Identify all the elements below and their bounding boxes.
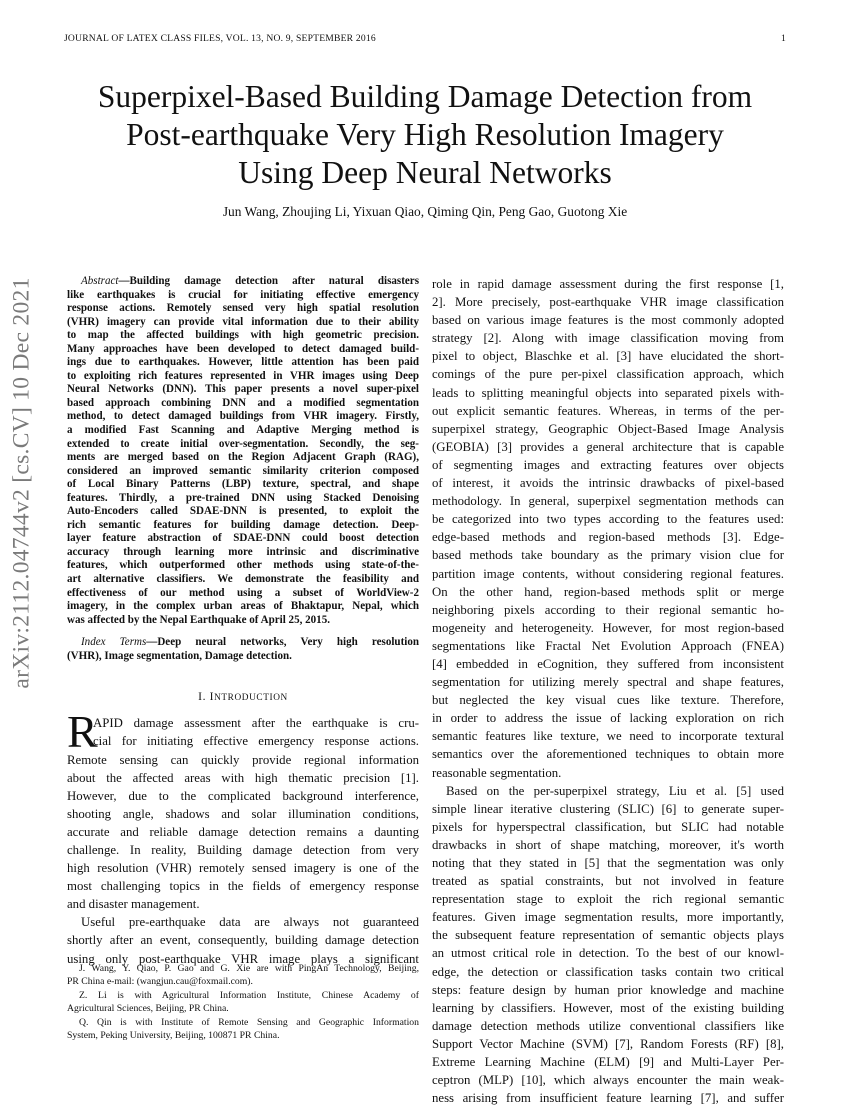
text-line: 2]. More precisely, post-earthquake VHR image classification	[432, 295, 784, 310]
index-terms-text: —Deep neural networks, Very high resolution	[146, 636, 419, 649]
text-line: considered an improved semantic similarity criterion composed	[67, 464, 419, 477]
text-line: in order to address the issue of lacking exploration on rich	[432, 711, 784, 726]
journal-name: JOURNAL OF LATEX CLASS FILES, VOL. 13, NO. 9, SEPTEMBER 2016	[64, 33, 376, 44]
text-line: extended to create initial over-segmentation. Secondly, the seg-	[67, 437, 419, 450]
paper-title	[50, 78, 800, 192]
text-line: superpixel strategy, Geographic Object-Based Image Analysis	[432, 421, 784, 436]
text-line: rich semantic features for building damage detection. Deep-	[67, 518, 419, 531]
text-line: On the other hand, region-based methods split or merge	[432, 584, 784, 599]
text-line: mogeneity and heterogeneity. However, for most region-based	[432, 620, 784, 635]
text-line: high resolution (VHR) remotely sensed imagery is one of the	[67, 861, 419, 876]
text-line: shortly after an event, consequently, building damage detection	[67, 933, 419, 948]
title-line: Superpixel-Based Building Damage Detection from	[97, 79, 753, 114]
intro-paragraph-2	[67, 913, 419, 967]
text-line: Useful pre-earthquake data are always not guaranteed	[81, 915, 419, 930]
text-line: partition image contents, without considering regional features.	[432, 566, 784, 581]
text-line: steps: feature design by human prior knowledge and machine	[432, 982, 784, 997]
text-line: an utmost critical role in detection. To the best of our knowl-	[432, 946, 784, 961]
section-heading-introduction	[67, 689, 419, 706]
text-line: most challenging topics in the fields of emergency response	[67, 879, 419, 894]
index-terms-label: Index Terms	[81, 636, 147, 649]
text-line: of Local Binary Patterns (LBP) texture, spectral, and shape	[67, 478, 419, 491]
text-line: Q. Qin is with Institute of Remote Sensing and Geographic Information	[79, 1017, 419, 1028]
text-line: ceptron (MLP) [10], which always encounter the main weak-	[432, 1073, 784, 1088]
text-line: APID damage assessment after the earthquake is cru-	[93, 716, 419, 731]
text-line: accuracy through learning more intrinsic and discriminative	[67, 545, 419, 558]
text-line: damage detection methods utilize conventional classifiers like	[432, 1018, 784, 1033]
arxiv-stamp	[2, 276, 42, 689]
text-line: Z. Li is with Agricultural Information Institute, Chinese Academy of	[79, 990, 419, 1001]
page-number: 1	[781, 33, 786, 44]
text-line: be categorized into two types according to the features used:	[432, 512, 784, 527]
text-line: challenge. In reality, Building damage detection from very	[67, 842, 419, 857]
intro-paragraph-1	[67, 706, 419, 913]
text-line: (VHR) imagery can provide vital information due to their ability	[67, 315, 419, 328]
text-line: semantic features like texture, we need to incorporate textural	[432, 729, 784, 744]
footnote	[67, 963, 419, 988]
text-line: learning by classifiers. However, most of the existing building	[432, 1000, 784, 1015]
text-line: edge, the detection or classification tasks contain two critical	[432, 964, 784, 979]
text-line: role in rapid damage assessment during the first response [1,	[432, 277, 784, 291]
text-line: about the affected areas with high thematic precision [1].	[67, 770, 419, 785]
running-header	[64, 33, 786, 49]
text-line: but neglected the key visual cues like texture. Therefore,	[432, 693, 784, 708]
text-line: neighboring pixels according to their regional semantic ho-	[432, 602, 784, 617]
text-line: pixel to object, Blaschke et al. [3] have elucidated the short-	[432, 349, 784, 364]
text-line: ness arising from insufficient feature learning [7], and suffer	[432, 1091, 784, 1106]
index-terms	[67, 636, 419, 663]
text-line: strategy [2]. Along with image classification moving from	[432, 331, 784, 346]
right-column	[432, 275, 784, 1107]
text-line: methodology. In general, superpixel segmentation methods can	[432, 494, 784, 509]
text-line: based methods take boundary as the primary vision clue for	[432, 548, 784, 563]
text-line: accurate and reliable damage detection remains a daunting	[67, 824, 419, 839]
section-rest: NTRODUCTION	[214, 693, 288, 704]
right-paragraph-2	[432, 782, 784, 1107]
text-line: of interest, it avoids the intrinsic drawbacks of pixel-based	[432, 476, 784, 491]
text-line: System, Peking University, Beijing, 100871 PR China.	[67, 1029, 280, 1041]
text-line	[67, 275, 419, 289]
text-line: pixels for hyperspectral classification, but SLIC had notable	[432, 819, 784, 834]
text-line: method, to detect damaged buildings from VHR imagery. Firstly,	[67, 410, 419, 423]
footnotes	[67, 963, 419, 1044]
text-line: shooting angle, shadows and solar illumination conditions,	[67, 806, 419, 821]
text-line: noting that they stated in [5] that the segmentation was only	[432, 856, 784, 870]
text-line: to exploiting rich features represented in VHR images using Deep	[67, 369, 419, 382]
text-line: edge-based methods and region-based methods [3]. Edge-	[432, 530, 784, 545]
text-line: J. Wang, Y. Qiao, P. Gao and G. Xie are with PingAn Technology, Beijing,	[79, 963, 419, 974]
text-line: Extreme Learning Machine (ELM) [9] and Multi-Layer Per-	[432, 1055, 784, 1070]
text-line: a modified Fast Scanning and Adaptive Merging method is	[67, 424, 419, 437]
text-line: representation stage to exploit the rich regional semantic	[432, 892, 784, 907]
text-line: was affected by the Nepal Earthquake of April 25, 2015.	[67, 613, 330, 626]
abstract-label: Abstract	[81, 275, 119, 287]
abstract-text: —Building damage detection after natural disasters	[118, 275, 419, 287]
text-line: based on various image features is the most commonly adopted	[432, 313, 784, 328]
text-line: layer feature abstraction of SDAE-DNN could boost detection	[67, 532, 419, 545]
right-paragraph-1	[432, 275, 784, 782]
text-line: using only post-earthquake VHR image plays a significant	[67, 951, 419, 966]
drop-cap: R	[67, 706, 98, 758]
text-line: simple linear iterative clustering (SLIC) [6] to generate super-	[432, 801, 784, 816]
title-line: Post-earthquake Very High Resolution Imagery	[126, 117, 724, 152]
text-line: like earthquakes is crucial for initiating effective emergency	[67, 288, 419, 301]
footnote	[67, 990, 419, 1015]
footnote	[67, 1017, 419, 1042]
text-line: Auto-Encoders called SDAE-DNN is presented, to exploit the	[67, 505, 419, 518]
text-line: response actions. Remotely sensed very high spatial resolution	[67, 302, 419, 315]
text-line: PR China e-mail: (wangjun.cau@foxmail.com).	[67, 975, 253, 987]
text-line: to map the affected buildings with high geometric precision.	[67, 329, 419, 342]
abstract	[67, 275, 419, 627]
text-line: features, which outperformed other methods using state-of-the-	[67, 559, 419, 572]
text-line: leads to splitting meaningful objects into separated pixels with-	[432, 385, 784, 400]
text-line: of segmenting images and extracting features over objects	[432, 457, 784, 472]
section-numeral: I.	[198, 690, 207, 704]
text-line: ments are merged based on the Region Adjacent Graph (RAG),	[67, 451, 419, 464]
text-line: and disaster management.	[67, 897, 200, 912]
text-line: features. Given image segmentation results, more importantly,	[432, 910, 784, 925]
text-line: segmentation for utilizing merely spectral and shape features,	[432, 675, 784, 690]
author-list: Jun Wang, Zhoujing Li, Yixuan Qiao, Qiming Qin, Peng Gao, Guotong Xie	[222, 204, 628, 219]
text-line: based approach combining DNN and a modified segmentation	[67, 396, 419, 409]
text-line: Remote sensing can quickly provide regional information	[67, 752, 419, 767]
section-first-letter: I	[209, 690, 215, 704]
text-line: Neural Networks (DNN). This paper presents a novel super-pixel	[67, 383, 419, 396]
text-line: cial for initiating effective emergency response actions.	[93, 734, 419, 749]
text-line: (VHR), Image segmentation, Damage detection.	[67, 649, 292, 662]
title-line: Using Deep Neural Networks	[238, 155, 612, 190]
text-line: the subsequent feature representation of semantic objects plays	[432, 928, 784, 943]
text-line: imagery, in the complex urban areas of Bhaktapur, Nepal, which	[67, 600, 419, 613]
text-line: effectiveness of our method using a subset of WorldView-2	[67, 586, 419, 599]
text-line: Agricultural Sciences, Beijing, PR China.	[67, 1002, 229, 1014]
text-line: reasonable segmentation.	[432, 765, 562, 780]
text-line: features. Thirdly, a pre-trained DNN using Stacked Denoising	[67, 491, 419, 504]
text-line: art alternative classifiers. We demonstrate the feasibility and	[67, 573, 419, 586]
text-line: ings due to earthquakes. However, little attention has been paid	[67, 356, 419, 369]
text-line: Based on the per-superpixel strategy, Liu et al. [5] used	[446, 783, 784, 798]
text-line: Support Vector Machine (SVM) [7], Random Forests (RF) [8],	[432, 1036, 784, 1051]
text-line: treated as spatial constraints, but not involved in feature	[432, 874, 784, 889]
arxiv-stamp-text: arXiv:2112.04744v2 [cs.CV] 10 Dec 2021	[8, 276, 35, 689]
text-line: segmentations like Fractal Net Evolution Approach (FNEA)	[432, 638, 784, 653]
text-line: However, due to the complicated background interference,	[67, 788, 419, 803]
text-line: [4] embedded in eCognition, they suffered from inconsistent	[432, 656, 784, 671]
text-line	[67, 636, 419, 650]
text-line: comings of the pure per-pixel classification approach, which	[432, 367, 784, 382]
text-line: semantics over the aforementioned techniques to obtain more	[432, 747, 784, 762]
text-line: out explicit semantic features. Whereas, in terms of the per-	[432, 403, 784, 418]
text-line: (GEOBIA) [3] provides a general architecture that is capable	[432, 439, 784, 454]
left-column	[67, 275, 419, 968]
text-line: drawbacks in short of shape matching, moreover, it's worth	[432, 837, 784, 852]
text-line: Many approaches have been developed to detect damaged build-	[67, 342, 419, 355]
